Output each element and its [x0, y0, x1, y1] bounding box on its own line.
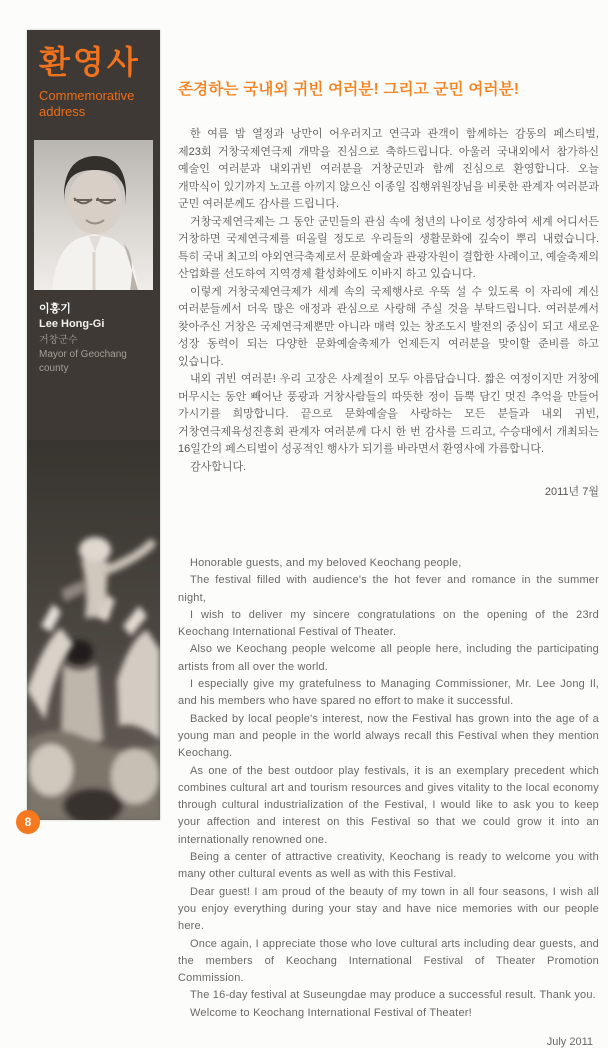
english-paragraph: I wish to deliver my sincere congratulations on the opening of the 23rd Keochang International Festival of Theater. [178, 608, 599, 639]
korean-address-body [178, 126, 599, 476]
korean-closing: 감사합니다. [190, 460, 247, 473]
english-address-body [178, 555, 599, 1022]
sidebar-header [27, 30, 160, 126]
performance-photo [27, 440, 160, 820]
korean-paragraph: 내외 귀빈 여러분! 우리 고장은 사계절이 모두 아름답습니다. 짧은 여정이지만 거창에 머무시는 동안 빼어난 풍광과 거창사람들의 따뜻한 정이 듬뿍 담긴 멋진 추억을 만들어 가시기를 희망합니다. 끝으로 문화예술을 사랑하는 모든 분들과 내외 귀빈, 거창연극제육성진흥회 관계자 여러분께 다시 한 번 감사를 드리고, 수승대에서 개최되는 16일간의 페스티벌이 성공적인 행사가 되기를 바라면서 환영사에 가름합니다. [178, 373, 599, 455]
page-title: 존경하는 국내외 귀빈 여러분! 그리고 군민 여러분! [178, 81, 520, 98]
mayor-name-english: Lee Hong-Gi [39, 318, 105, 330]
korean-date: 2011년 7월 [544, 486, 599, 498]
english-date: July 2011 [546, 1036, 593, 1048]
korean-paragraph: 한 여름 밤 열정과 낭만이 어우러지고 연극과 관객이 함께하는 감동의 페스티벌, 제23회 거창국제연극제 개막을 진심으로 축하드립니다. 아울러 국내외에서 참가하신 예술인 여러분과 내외귀빈 여러분을 거창군민과 함께 진심으로 환영합니다. 오늘 개막식이 있기까지 노고를 아끼지 않으신 이종일 집행위원장님을 비롯한 관계자 여러분과 군민 여러분께도 감사를 드립니다. [178, 128, 599, 210]
mayor-role-korean: 거창군수 [39, 335, 78, 346]
main-content [178, 80, 599, 1048]
page-number-badge: 8 [16, 810, 40, 834]
english-paragraph: The festival filled with audience's the hot fever and romance in the summer night, [178, 574, 599, 604]
english-paragraph: Backed by local people's interest, now the Festival has grown into the age of a young man and people in the world always recall this Festival when they mention Keochang. [178, 712, 599, 760]
english-paragraph: Welcome to Keochang International Festival of Theater! [190, 1006, 472, 1019]
english-paragraph: The 16-day festival at Suseungdae may produce a successful result. Thank you. [190, 989, 596, 1002]
mayor-role-english: Mayor of Geochang county [39, 349, 127, 374]
sidebar-title-english: Commemorative address [39, 88, 135, 119]
english-paragraph: As one of the best outdoor play festivals, it is an exemplary precedent which combines cultural art and tourism resources and gives vitality to the local economy through cultural industrialization of the Festival, I would like to ask you to keep your affection and interest on this Festival so that we could grow it into an internationally renowned one. [178, 764, 599, 846]
english-paragraph: Also we Keochang people welcome all people here, including the participating artists from all over the world. [178, 643, 599, 673]
english-paragraph: Once again, I appreciate those who love cultural arts including dear guests, and the members of Keochang International Festival of Theater Promotion Commission. [178, 937, 599, 985]
korean-paragraph: 이렇게 거창국제연극제가 세계 속의 국제행사로 우뚝 설 수 있도록 이 자리에 계신 여러분들께서 더욱 많은 애정과 관심으로 사랑해 주실 것을 부탁드립니다. 여러분께서 찾아주신 거창은 국제연극제뿐만 아니라 매력 있는 창조도시 발전의 중심이 되고 새로운 성장 동력이 되는 다양한 문화예술축제가 언제든지 여러분을 맞이할 준비를 하고 있습니다. [178, 285, 599, 368]
korean-paragraph: 거창국제연극제는 그 동안 군민들의 관심 속에 청년의 나이로 성장하여 세계 어디서든 거창하면 국제연극제를 떠올릴 정도로 우리들의 생활문화에 깊숙이 뿌리 내렸습니다. 특히 국내 최고의 야외연극축제로서 문화예술과 관광자원이 결합한 사례이고, 예술축제의 산업화를 선도하여 지역경제 활성화에도 이바지 하고 있습니다. [178, 215, 599, 280]
sidebar [27, 30, 160, 820]
english-paragraph: Honorable guests, and my beloved Keochang people, [190, 557, 462, 569]
english-paragraph: I especially give my gratefulness to Managing Commissioner, Mr. Lee Jong Il, and his members who have spared no effort to make it successful. [178, 678, 599, 708]
mayor-name-korean: 이홍기 [39, 303, 71, 315]
english-paragraph: Dear guest! I am proud of the beauty of my town in all four seasons, I wish all you enjoy everything during your stay and have nice memories with our people here. [178, 885, 599, 933]
sidebar-title-korean: 환영사 [39, 44, 141, 80]
english-paragraph: Being a center of attractive creativity, Keochang is ready to welcome you with many other cultural events as well as with this Festival. [178, 851, 599, 881]
mayor-portrait-photo [34, 140, 153, 290]
mayor-caption [27, 290, 160, 376]
